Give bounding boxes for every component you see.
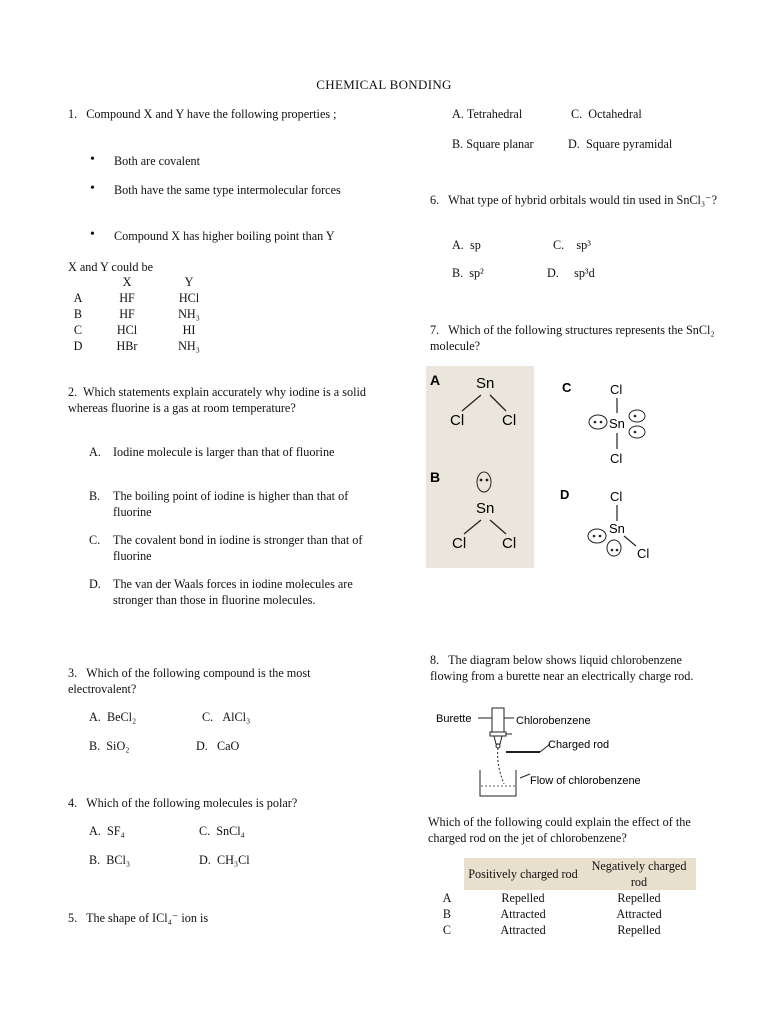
table-header: Negatively charged rod	[582, 858, 696, 890]
lone-pair-orbital	[589, 415, 607, 429]
table-header	[68, 274, 88, 290]
option-text: Iodine molecule is larger than that of fluorine	[113, 445, 335, 459]
question-7	[430, 322, 725, 354]
option-d	[196, 738, 239, 754]
burette-tip	[494, 736, 502, 744]
electron-dot	[593, 535, 596, 538]
question-number: 6.	[430, 193, 440, 207]
option-b	[452, 136, 534, 152]
option-text: SF₄	[106, 824, 125, 838]
option-d	[547, 265, 595, 281]
question-4	[68, 795, 368, 811]
table-header: Y	[184, 275, 194, 289]
cell-x: HBr	[116, 339, 138, 353]
burette-tube	[492, 708, 504, 732]
option-text: Octahedral	[588, 107, 642, 121]
cl-atom-label: Cl	[450, 412, 465, 429]
option-text: BeCl₂	[106, 710, 137, 724]
option-text: SnCl₄	[216, 824, 245, 838]
option-label: B.	[452, 266, 464, 280]
option-label: D.	[568, 137, 580, 151]
electron-dot	[599, 535, 602, 538]
question-5	[68, 910, 368, 926]
cl-atom-label: Cl	[610, 382, 623, 397]
row-label: B	[73, 307, 83, 321]
option-label: C.	[571, 107, 583, 121]
cell-y: NH₃	[178, 307, 200, 321]
option-d	[199, 852, 250, 868]
row-label: B	[442, 907, 452, 921]
option-a	[89, 709, 136, 725]
cell-y: NH₃	[178, 339, 200, 353]
burette-diagram	[432, 706, 692, 802]
bullet-item: • Compound X has higher boiling point than Y	[68, 228, 364, 244]
question-text: What type of hybrid orbitals would tin used in SnCl₃⁻?	[448, 193, 718, 207]
flow-label: Flow of chlorobenzene	[530, 775, 641, 787]
question-3	[68, 665, 368, 697]
option-text: Square planar	[466, 137, 534, 151]
cl-atom-label: Cl	[610, 489, 623, 504]
option-label: D.	[89, 577, 101, 591]
option-c	[202, 709, 250, 725]
option-text: sp³	[576, 238, 591, 252]
charged-rod-label: Charged rod	[548, 739, 610, 751]
structure-c-label: C	[562, 380, 572, 395]
table-row	[68, 306, 212, 322]
option-c	[571, 106, 642, 122]
question-number: 7.	[430, 323, 440, 337]
cl-atom-label: Cl	[502, 412, 517, 429]
lone-pair-orbital	[629, 410, 645, 422]
option-text: sp³d	[574, 266, 595, 280]
sn-atom-label: Sn	[609, 416, 625, 431]
option-a	[452, 106, 522, 122]
cl-atom-label: Cl	[452, 535, 467, 552]
droplet	[496, 744, 500, 748]
structure-a-label: A	[430, 372, 441, 388]
option-label: D.	[547, 266, 559, 280]
option-text: sp²	[469, 266, 484, 280]
question-text: Which statements explain accurately why iodine is a solid whereas fluorine is a gas at room temperature?	[68, 385, 366, 415]
sn-atom-label: Sn	[476, 500, 495, 517]
question-number: 3.	[68, 666, 78, 680]
stopcock	[490, 732, 506, 736]
electron-dot	[486, 479, 489, 482]
table-row	[430, 922, 696, 938]
cl-atom-label: Cl	[637, 546, 650, 561]
question-text: The shape of ICl₄⁻ ion is	[86, 911, 209, 925]
table-row	[430, 906, 696, 922]
lone-pair-orbital	[607, 540, 621, 556]
option-b	[89, 852, 130, 868]
electron-dot	[616, 549, 619, 552]
option-b	[89, 738, 130, 754]
chlorobenzene-label: Chlorobenzene	[516, 715, 591, 727]
cell-x: HCl	[116, 323, 138, 337]
question-6	[430, 192, 720, 208]
cell-x: HF	[119, 291, 135, 305]
option-label: D.	[196, 739, 208, 753]
option-label: A.	[89, 445, 101, 459]
option-text: CaO	[217, 739, 240, 753]
question-2	[68, 384, 368, 416]
cell-negative: Attracted	[616, 907, 662, 921]
option-label: A.	[89, 710, 101, 724]
cl-atom-label: Cl	[502, 535, 517, 552]
cell-positive: Repelled	[501, 891, 545, 905]
cell-positive: Attracted	[500, 907, 546, 921]
question-text: Which of the following structures represents the SnCl₂ molecule?	[430, 323, 715, 353]
option-text: SiO₂	[106, 739, 130, 753]
cell-negative: Repelled	[617, 891, 661, 905]
page-title: CHEMICAL BONDING	[316, 77, 452, 92]
bullet-item: • Both are covalent	[68, 153, 364, 169]
question-number: 2.	[68, 385, 78, 399]
option-text: The covalent bond in iodine is stronger than that of fluorine	[113, 533, 363, 563]
option-text: The boiling point of iodine is higher than that of fluorine	[113, 489, 349, 519]
row-label: C	[73, 323, 83, 337]
option-label: D.	[199, 853, 211, 867]
question-text: Which of the following compound is the most electrovalent?	[68, 666, 311, 696]
option-text: Tetrahedral	[466, 107, 523, 121]
table-header: X	[122, 275, 132, 289]
cl-atom-label: Cl	[610, 451, 623, 466]
sn-atom-label: Sn	[609, 521, 625, 536]
sn-atom-label: Sn	[476, 375, 495, 392]
option-c	[553, 237, 591, 253]
label-pointer	[520, 774, 530, 778]
option-label: B.	[89, 853, 101, 867]
row-label: C	[442, 923, 452, 937]
question-8	[430, 652, 722, 684]
option-label: C.	[202, 710, 214, 724]
cell-negative: Repelled	[617, 923, 661, 937]
option-text: AlCl₃	[222, 710, 251, 724]
option-text: CH₃Cl	[216, 853, 250, 867]
option-c	[199, 823, 245, 839]
electron-dot	[594, 421, 597, 424]
question-number: 1.	[68, 107, 78, 121]
question-lead: X and Y could be	[68, 260, 154, 274]
table-corner	[430, 858, 464, 890]
question-text: Which of the following molecules is polar?	[86, 796, 298, 810]
table-row	[430, 890, 696, 906]
electron-dot	[611, 549, 614, 552]
question-number: 4.	[68, 796, 78, 810]
option-text: Square pyramidal	[585, 137, 673, 151]
table-row	[68, 290, 212, 306]
electron-dot	[634, 431, 637, 434]
liquid-jet	[498, 748, 504, 784]
option-a	[452, 237, 481, 253]
option-label: A.	[452, 238, 464, 252]
structure-b-label: B	[430, 469, 441, 485]
electron-dot	[480, 479, 483, 482]
electron-dot	[600, 421, 603, 424]
cell-x: HF	[119, 307, 135, 321]
row-label: A	[442, 891, 452, 905]
question-number: 8.	[430, 653, 440, 667]
bond-line	[624, 536, 636, 546]
option-label: B.	[452, 137, 464, 151]
question-1	[68, 106, 368, 122]
option-label: B.	[89, 489, 101, 503]
question-8-followup: Which of the following could explain the effect of the charged rod on the jet of chlorobenzene?	[428, 815, 691, 845]
option-label: A.	[452, 107, 464, 121]
option-label: C.	[553, 238, 565, 252]
answer-table	[430, 858, 696, 938]
option-label: B.	[89, 739, 101, 753]
option-c	[89, 532, 363, 564]
table-row	[68, 322, 212, 338]
question-text: Compound X and Y have the following properties ;	[86, 107, 337, 121]
option-label: C.	[89, 533, 101, 547]
row-label: A	[73, 291, 83, 305]
beaker	[480, 770, 516, 796]
table-header: Positively charged rod	[464, 858, 582, 890]
cell-positive: Attracted	[500, 923, 546, 937]
option-text: The van der Waals forces in iodine molecules are stronger than those in fluorine molecules.	[113, 577, 353, 607]
sncl2-structures-figure	[426, 366, 666, 568]
option-text: BCl₃	[106, 853, 131, 867]
electron-dot	[634, 415, 637, 418]
options-table	[68, 274, 212, 354]
burette-label: Burette	[436, 713, 472, 725]
option-d	[89, 576, 363, 608]
question-text: The diagram below shows liquid chlorobenzene flowing from a burette near an electrically charge rod.	[430, 653, 694, 683]
question-number: 5.	[68, 911, 78, 925]
lone-pair-orbital	[588, 529, 606, 543]
option-label: C.	[199, 824, 211, 838]
structure-d-label: D	[560, 487, 570, 502]
option-b	[452, 265, 484, 281]
option-label: A.	[89, 824, 101, 838]
option-a	[89, 444, 363, 460]
option-d	[568, 136, 672, 152]
cell-y: HI	[182, 323, 196, 337]
lone-pair-orbital	[629, 426, 645, 438]
cell-y: HCl	[178, 291, 200, 305]
row-label: D	[73, 339, 83, 353]
option-b	[89, 488, 363, 520]
option-text: sp	[469, 238, 481, 252]
table-row	[68, 338, 212, 354]
option-a	[89, 823, 125, 839]
bullet-item: • Both have the same type intermolecular forces	[68, 182, 364, 198]
